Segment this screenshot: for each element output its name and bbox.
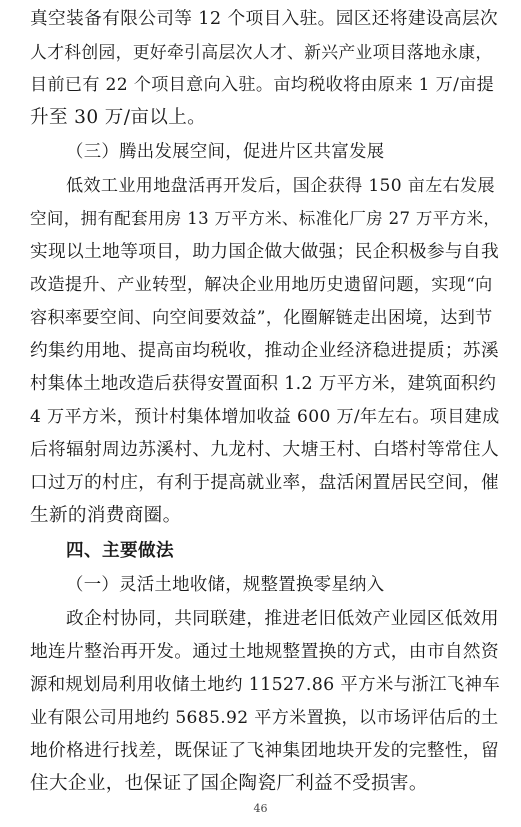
paragraph-line: 改造提升、产业转型，解决企业用地历史遗留问题，实现“向: [30, 275, 493, 295]
paragraph-line: 村集体土地改造后获得安置面积 1.2 万平方米，建筑面积约: [30, 374, 497, 394]
paragraph-line: 口过万的村庄，有利于提高就业率，盘活闲置居民空间，催: [30, 473, 499, 493]
paragraph-line: 4 万平方米，预计村集体增加收益 600 万/年左右。项目建成: [30, 407, 500, 427]
paragraph-line: 容积率要空间、向空间要效益”，化圈解链走出困境，达到节: [30, 308, 493, 328]
paragraph-line: 政企村协同，共同联建，推进老旧低效产业园区低效用: [66, 609, 499, 629]
page-number: 46: [253, 802, 268, 815]
paragraph-line: 地价格进行找差，既保证了飞神集团地块开发的完整性，留: [30, 741, 499, 761]
paragraph-line: 人才科创园，更好牵引高层次人才、新兴产业项目落地永康，: [30, 42, 493, 62]
paragraph-line: 地连片整治再开发。通过土地规整置换的方式，由市自然资: [30, 642, 499, 662]
paragraph-line: 升至 30 万/亩以上。: [30, 107, 207, 128]
section-heading-main: 四、主要做法: [66, 541, 174, 561]
paragraph-line: 业有限公司用地约 5685.92 平方米置换，以市场评估后的土: [30, 708, 499, 728]
paragraph-line: 空间，拥有配套用房 13 万平方米、标准化厂房 27 万平方米，: [30, 209, 501, 228]
paragraph-line: 后将辐射周边苏溪村、九龙村、大塘王村、白塔村等常住人: [30, 440, 499, 460]
paragraph-line: 生新的消费商圈。: [30, 505, 182, 526]
paragraph-line: 目前已有 22 个项目意向入驻。亩均税收将由原来 1 万/亩提: [30, 75, 495, 95]
paragraph-line: 约集约用地、提高亩均税收，推动企业经济稳进提质；苏溪: [30, 341, 499, 361]
section-heading-3: （三）腾出发展空间，促进片区共富发展: [66, 142, 385, 162]
paragraph-line: 真空装备有限公司等 12 个项目入驻。园区还将建设高层次: [30, 9, 499, 29]
paragraph-line: 住大企业，也保证了国企陶瓷厂利益不受损害。: [30, 773, 428, 794]
section-heading-1: （一）灵活土地收储，规整置换零星纳入: [66, 575, 385, 595]
paragraph-line: 实现以土地等项目，助力国企做大做强；民企积极参与自我: [30, 242, 499, 262]
paragraph-line: 低效工业用地盘活再开发后，国企获得 150 亩左右发展: [66, 176, 496, 196]
paragraph-line: 源和规划局利用收储土地约 11527.86 平方米与浙江飞神车: [30, 675, 501, 695]
